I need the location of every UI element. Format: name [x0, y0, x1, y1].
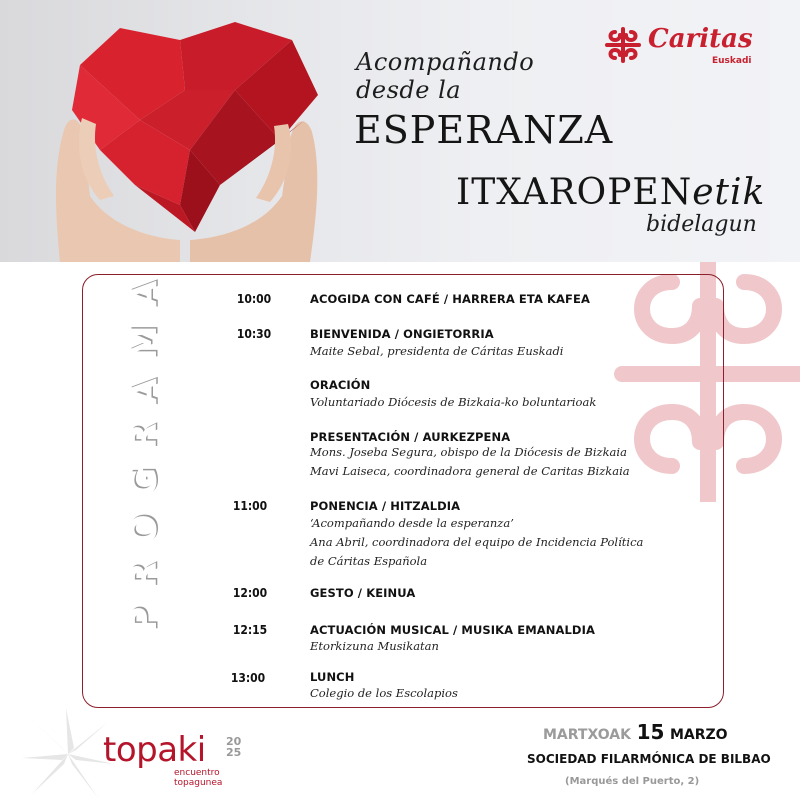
topaki-subtitle: [174, 768, 222, 788]
program-time: 11:00: [232, 499, 268, 513]
tagline-basque-line-2: bidelagun: [646, 212, 757, 237]
program-item-detail: Etorkizuna Musikatan: [310, 639, 439, 653]
tagline-line-2: desde la: [356, 76, 462, 104]
program-item-detail: Colegio de los Escolapios: [310, 686, 458, 700]
program-item-heading: ORACIÓN: [310, 378, 371, 392]
program-item-detail: ‘Acompañando desde la esperanza’: [310, 516, 514, 530]
topaki-year-top: 20: [226, 735, 242, 748]
program-item-detail: Voluntariado Diócesis de Bizkaia-ko boluntarioak: [310, 395, 597, 409]
program-time: 10:00: [236, 292, 272, 306]
topaki-year-bottom: 25: [226, 746, 242, 759]
heart-in-hands-image: [30, 0, 340, 262]
program-item-heading: GESTO / KEINUA: [310, 586, 416, 600]
program-time: 13:00: [230, 671, 266, 685]
program-item-heading: ACOGIDA CON CAFÉ / HARRERA ETA KAFEA: [310, 292, 590, 306]
program-item-detail: Ana Abril, coordinadora del equipo de Incidencia Política: [310, 535, 644, 549]
date-day: 15: [636, 720, 665, 744]
tagline-line-1: Acompañando: [356, 48, 535, 76]
program-time: 12:00: [232, 586, 268, 600]
program-time: 10:30: [236, 327, 272, 341]
caritas-cross-icon: [604, 26, 642, 64]
event-address: (Marqués del Puerto, 2): [565, 776, 700, 787]
caritas-logo-text: Caritas: [648, 24, 753, 54]
program-time: 12:15: [232, 623, 268, 637]
program-item-heading: PRESENTACIÓN / AURKEZPENA: [310, 430, 511, 444]
topaki-subtitle-line-1: encuentro: [174, 768, 220, 778]
hero-banner: [0, 0, 800, 262]
program-item-detail: de Cáritas Española: [310, 554, 428, 568]
tagline-basque-main: ITXAROPEN: [456, 172, 693, 213]
caritas-logo-subtext: Euskadi: [712, 56, 752, 66]
topaki-subtitle-line-2: topagunea: [174, 778, 223, 788]
tagline-basque-suffix: etik: [692, 172, 766, 213]
program-item-detail: Mons. Joseba Segura, obispo de la Diócesis de Bizkaia: [310, 445, 627, 459]
program-item-heading: BIENVENIDA / ONGIETORRIA: [310, 327, 494, 341]
program-item-detail: Maite Sebal, presidenta de Cáritas Euskadi: [310, 344, 564, 358]
topaki-logo-text: topaki: [103, 730, 206, 770]
program-item-detail: Mavi Laiseca, coordinadora general de Caritas Bizkaia: [310, 464, 630, 478]
date-month-spanish: MARZO: [669, 727, 728, 743]
program-item-heading: ACTUACIÓN MUSICAL / MUSIKA EMANALDIA: [310, 623, 595, 637]
tagline-basque-headline: [456, 172, 765, 213]
program-item-heading: PONENCIA / HITZALDIA: [310, 499, 461, 513]
tagline-headline: ESPERANZA: [354, 108, 614, 152]
event-venue: SOCIEDAD FILARMÓNICA DE BILBAO: [527, 752, 771, 766]
date-month-basque: MARTXOAK: [543, 727, 631, 743]
topaki-year: [226, 736, 242, 758]
program-title: PROGRAMA: [124, 263, 165, 633]
program-item-heading: LUNCH: [310, 670, 355, 684]
event-date: [543, 720, 728, 744]
